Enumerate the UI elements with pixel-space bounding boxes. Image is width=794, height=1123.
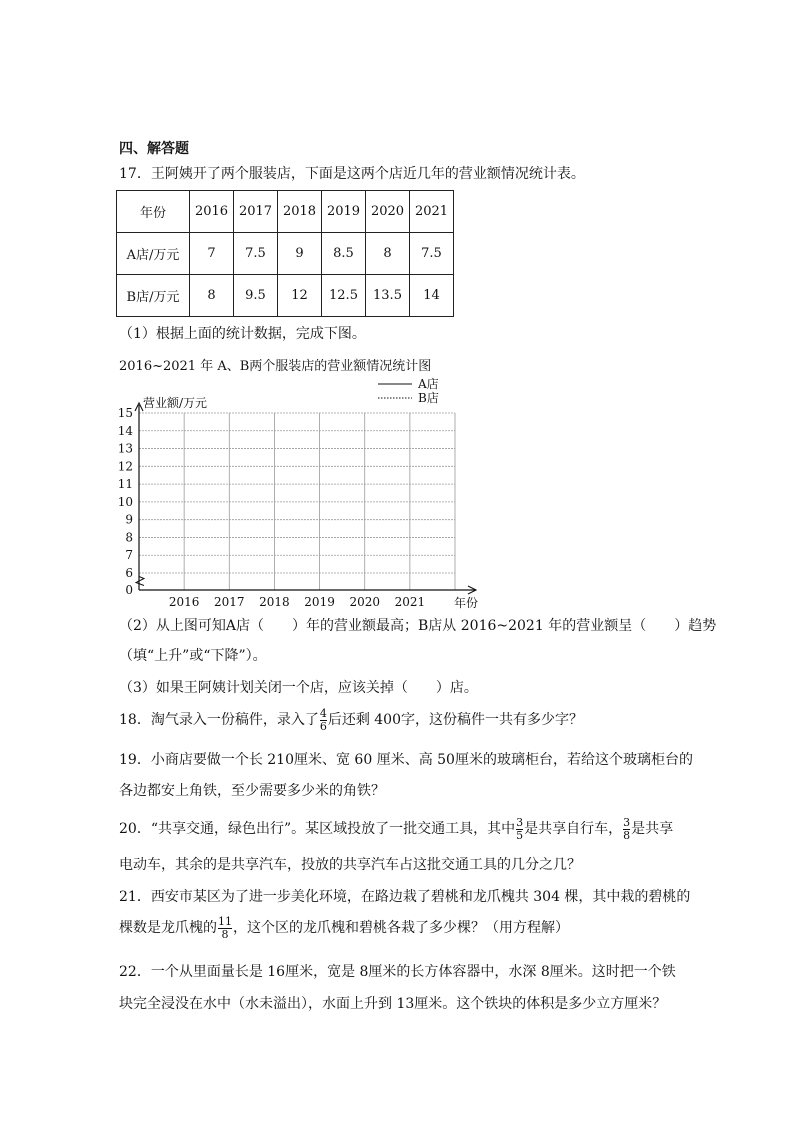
y-tick-label: 12: [117, 459, 133, 474]
y-tick-label: 13: [117, 441, 133, 456]
y-tick-label: 11: [117, 477, 133, 492]
q22-line2: 块完全浸没在水中（水未溢出），水面上升到 13厘米。这个铁块的体积是多少立方厘米？: [119, 996, 667, 1012]
x-tick-label: 2016: [168, 595, 200, 609]
fraction: [218, 916, 232, 941]
q19-line2: 各边都安上角铁，至少需要多少米的角铁？: [119, 783, 385, 799]
table-header-cell: 2020: [366, 191, 410, 233]
q17-sub1: （1）根据上面的统计数据，完成下图。: [119, 326, 366, 342]
q20-text-2: 是共享自行车，: [524, 821, 623, 837]
table-cell: 12.5: [322, 275, 366, 317]
fraction-denominator: 8: [623, 828, 631, 842]
y-tick-label: 9: [125, 512, 133, 527]
q19-line1: 19．小商店要做一个长 210厘米、宽 60 厘米、高 50厘米的玻璃柜台，若给这个玻璃柜台的: [119, 752, 693, 768]
table-cell: 7.5: [234, 233, 278, 275]
fraction-denominator: 6: [319, 719, 327, 733]
y-tick-label: 10: [117, 494, 133, 509]
y-tick-label: 0: [125, 583, 133, 597]
table-header-cell: 2021: [410, 191, 454, 233]
table-cell: 13.5: [366, 275, 410, 317]
q17-intro: 17．王阿姨开了两个服装店，下面是这两个店近几年的营业额情况统计表。: [119, 166, 585, 182]
y-axis-label: 营业额/万元: [143, 396, 208, 410]
row-label-b: B店/万元: [117, 275, 190, 317]
fraction-numerator: 3: [516, 815, 524, 829]
x-tick-label: 2017: [214, 595, 245, 609]
x-tick-label: 2018: [259, 595, 290, 609]
chart-grid: [139, 413, 455, 590]
q21-text-1: 棵数是龙爪槐的: [119, 920, 217, 936]
q17-sub2-line2: （填“上升”或“下降”）。: [119, 648, 267, 664]
x-tick-label: 2021: [394, 595, 426, 609]
q17-sub3: （3）如果王阿姨计划关闭一个店，应该关掉（ ）店。: [119, 680, 478, 696]
y-tick-label: 8: [125, 530, 133, 545]
x-tick-label: 2020: [349, 595, 380, 609]
table-header-cell: 2018: [278, 191, 322, 233]
table-cell: 7.5: [410, 233, 454, 275]
fraction-numerator: 11: [218, 914, 232, 928]
table-header-cell: 年份: [117, 191, 190, 233]
chart-title: 2016~2021 年 A、B两个服装店的营业额情况统计图: [119, 359, 432, 374]
q20-line1: [119, 815, 673, 843]
row-label-a: A店/万元: [117, 233, 190, 275]
y-tick-label: 14: [117, 423, 133, 438]
q18: [119, 706, 583, 734]
fraction: [516, 817, 523, 842]
fraction-denominator: 5: [516, 828, 524, 842]
x-axis-label: 年份: [454, 596, 479, 610]
legend-label-b: B店: [418, 391, 439, 405]
q21-text-2: ，这个区的龙爪槐和碧桃各栽了多少棵？（用方程解）: [233, 920, 569, 936]
y-tick-label: 6: [125, 566, 133, 580]
table-header-cell: 2016: [190, 191, 234, 233]
table-cell: 7: [190, 233, 234, 275]
q17-sub2-line1: （2）从上图可知A店（ ）年的营业额最高；B店从 2016~2021 年的营业额呈（ ）趋势: [119, 618, 717, 634]
x-tick-label: 2019: [304, 595, 335, 609]
q21-line1: 21．西安市某区为了进一步美化环境，在路边栽了碧桃和龙爪槐共 304 棵，其中栽的碧桃的: [119, 889, 691, 905]
table-cell: 8.5: [322, 233, 366, 275]
table-cell: 14: [410, 275, 454, 317]
table-cell: 9.5: [234, 275, 278, 317]
chart-labels: [118, 395, 478, 610]
table-cell: 8: [366, 233, 410, 275]
chart-legend: [378, 376, 439, 405]
q18-text-before: 18．淘气录入一份稿件，录入了: [119, 712, 319, 728]
legend-label-a: A店: [418, 377, 439, 391]
y-tick-label: 15: [117, 406, 133, 420]
table-cell: 9: [278, 233, 322, 275]
fraction: [623, 817, 630, 842]
q21-line2: [119, 914, 569, 942]
section-heading: 四、解答题: [119, 141, 189, 157]
table-header-cell: 2017: [234, 191, 278, 233]
table-header-cell: 2019: [322, 191, 366, 233]
axis-break-mark: [136, 577, 144, 586]
table-cell: 12: [278, 275, 322, 317]
q22-line1: 22．一个从里面量长是 16厘米，宽是 8厘米的长方体容器中，水深 8厘米。这时把一个铁: [119, 964, 676, 980]
q20-line2: 电动车，其余的是共享汽车，投放的共享汽车占这批交通工具的几分之几？: [119, 857, 581, 873]
fraction: [320, 708, 327, 733]
fraction-denominator: 8: [221, 927, 229, 941]
q20-text-3: 是共享: [631, 821, 674, 837]
q20-text-1: 20．“共享交通，绿色出行”。某区域投放了一批交通工具，其中: [119, 821, 516, 837]
q18-text-after: 后还剩 400字，这份稿件一共有多少字？: [327, 712, 583, 728]
fraction-numerator: 3: [623, 815, 631, 829]
table-cell: 8: [190, 275, 234, 317]
y-tick-label: 7: [125, 548, 133, 563]
chart-axes: [135, 403, 476, 594]
fraction-numerator: 4: [319, 706, 327, 720]
